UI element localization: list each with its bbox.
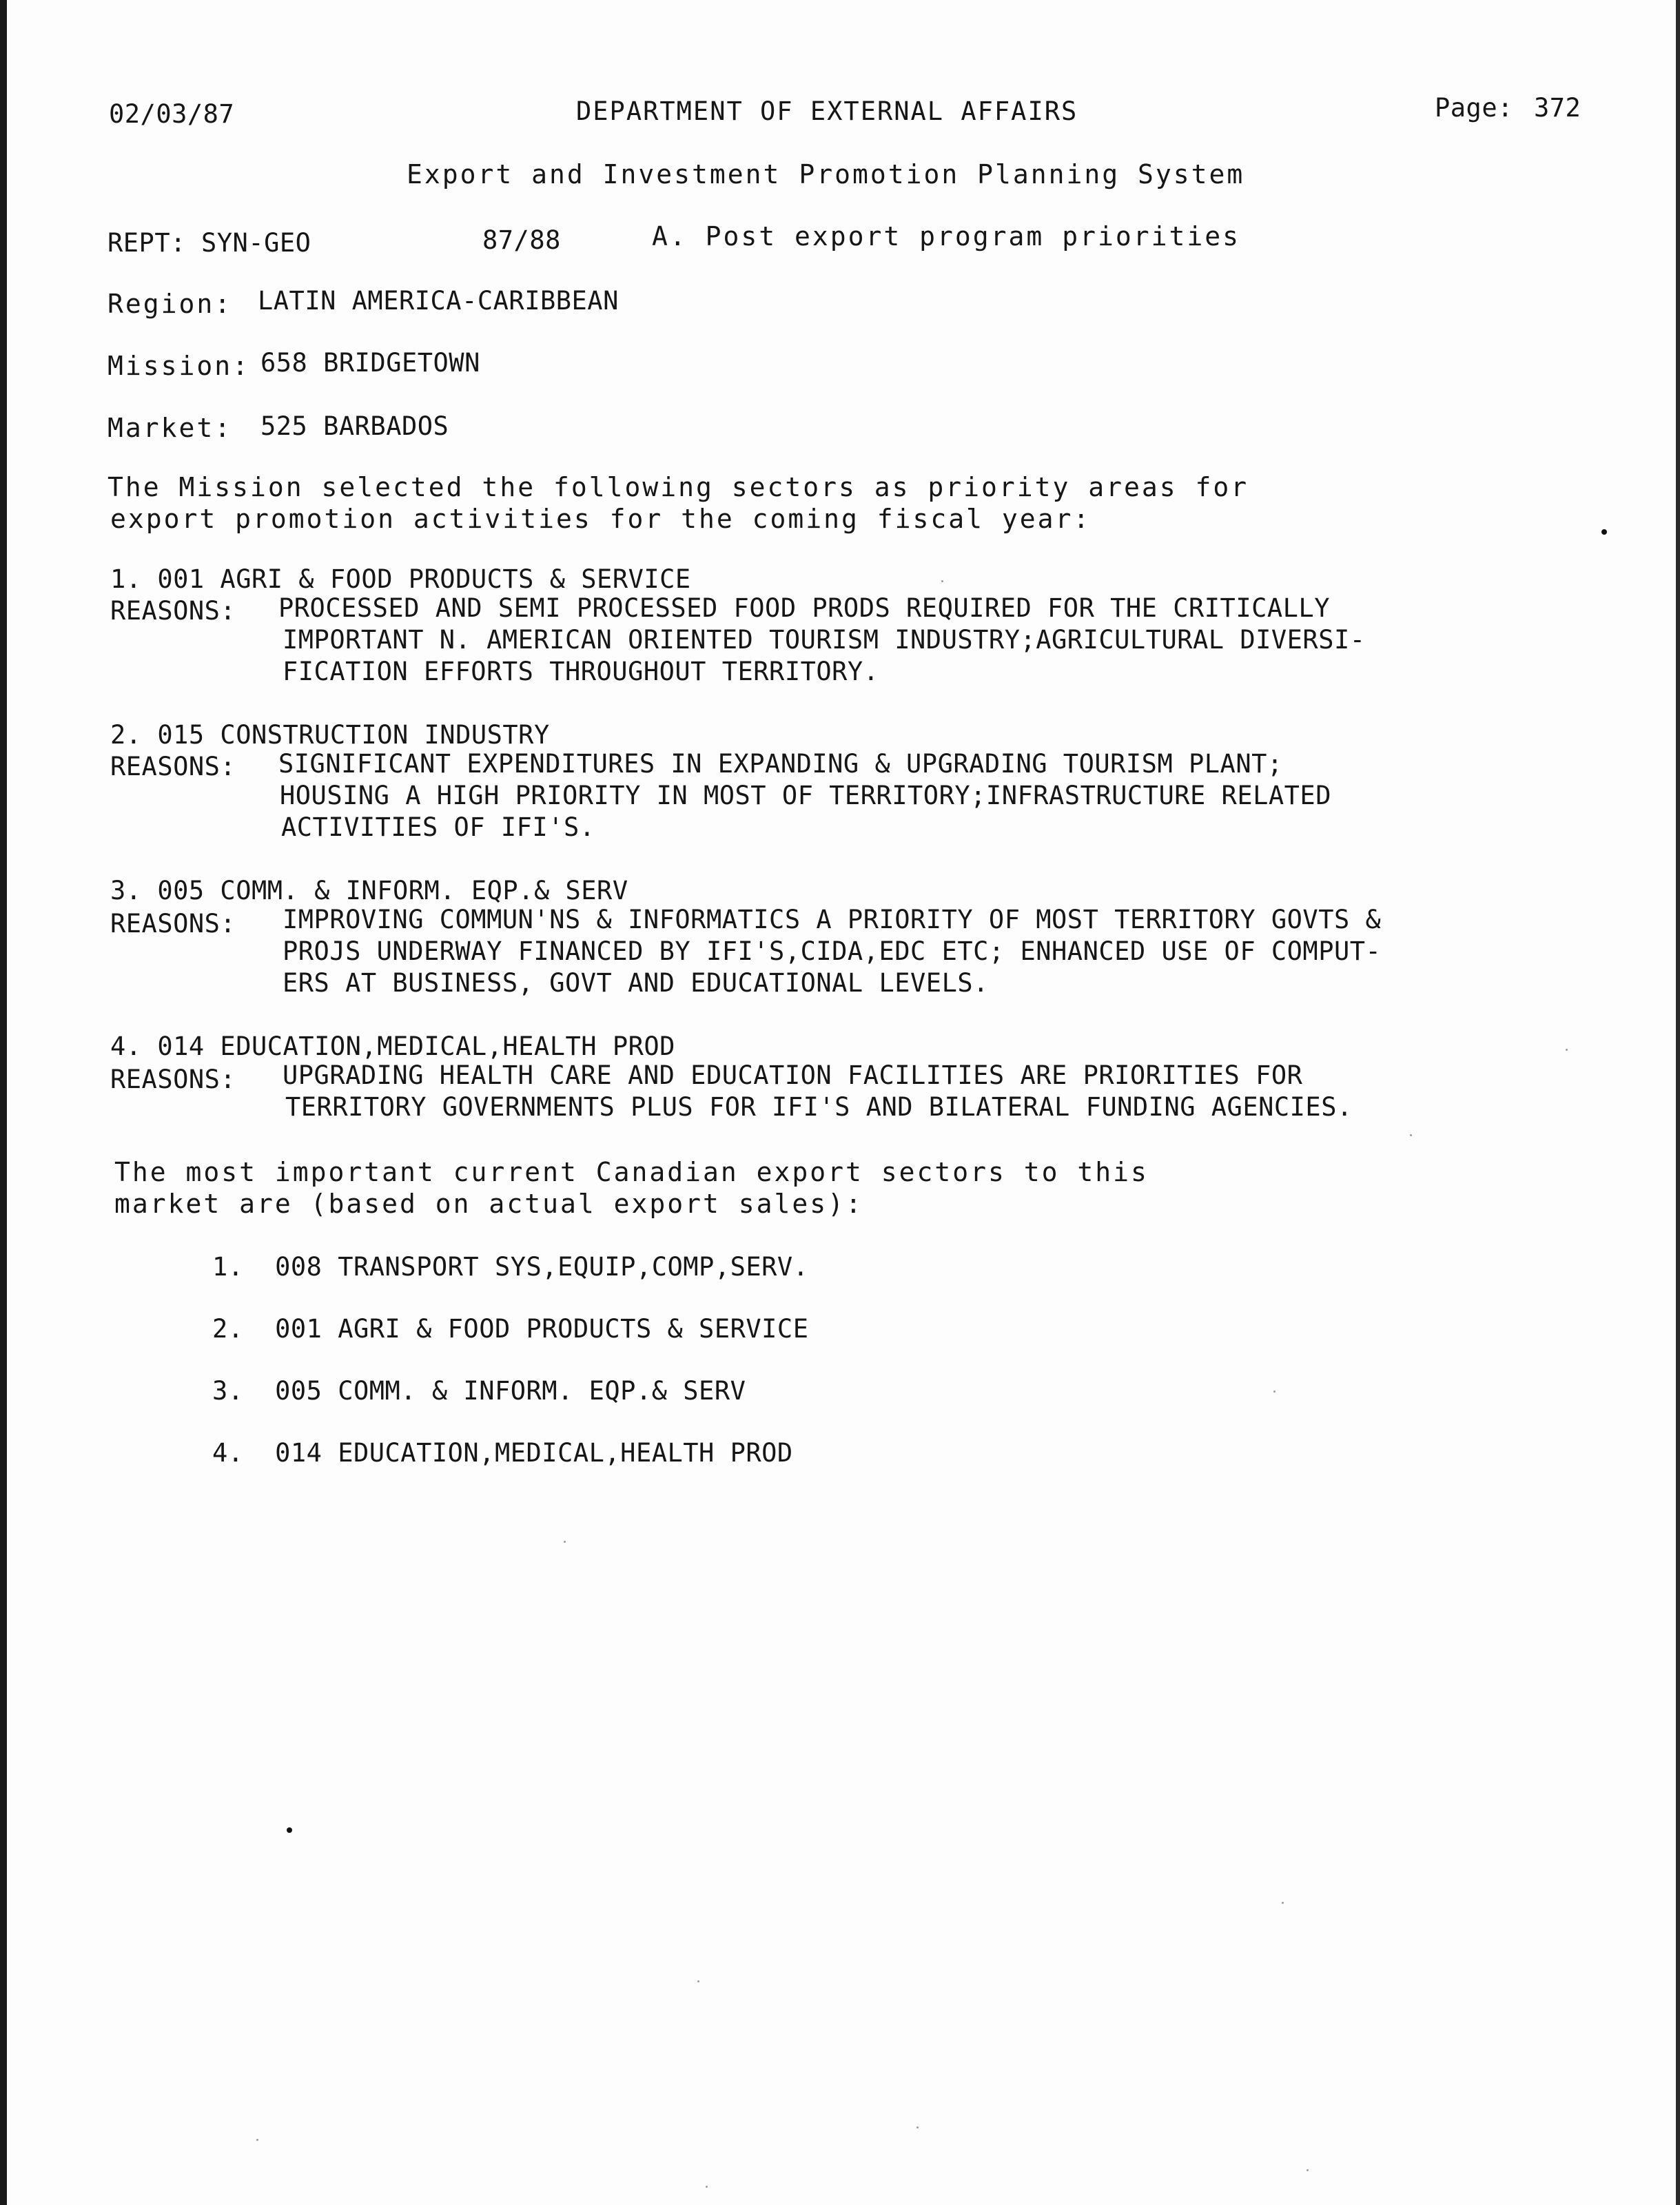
rept-code: SYN-GEO — [201, 228, 311, 258]
priority-2-reasons-label: REASONS: — [110, 752, 236, 781]
rept-label: REPT: — [107, 228, 186, 258]
priority-intro-line-2: export promotion activities for the coming fiscal year: — [110, 504, 1092, 534]
export-intro-line-2: market are (based on actual export sales): — [114, 1189, 863, 1219]
report-section: A. Post export program priorities — [652, 221, 1240, 252]
export-sector-3: 3. 005 COMM. & INFORM. EQP.& SERV — [212, 1376, 746, 1406]
page-label: Page: — [1435, 93, 1513, 123]
scan-speck — [287, 1827, 292, 1833]
export-sector-2: 2. 001 AGRI & FOOD PRODUCTS & SERVICE — [212, 1314, 809, 1344]
mission-label: Mission: — [107, 351, 251, 381]
page-number: 372 — [1534, 93, 1581, 123]
priority-3-reason-line-3: ERS AT BUSINESS, GOVT AND EDUCATIONAL LEVELS. — [283, 968, 989, 998]
priority-2-heading: 2. 015 CONSTRUCTION INDUSTRY — [110, 720, 550, 750]
priority-1-reason-line-1: PROCESSED AND SEMI PROCESSED FOOD PRODS REQUIRED FOR THE CRITICALLY — [278, 593, 1330, 623]
priority-2-reason-line-1: SIGNIFICANT EXPENDITURES IN EXPANDING & UPGRADING TOURISM PLANT; — [278, 749, 1283, 779]
priority-1-reason-line-2: IMPORTANT N. AMERICAN ORIENTED TOURISM INDUSTRY;AGRICULTURAL DIVERSI- — [283, 625, 1366, 655]
priority-4-reasons-label: REASONS: — [110, 1065, 236, 1094]
scan-speck — [1410, 1134, 1412, 1136]
export-sector-1: 1. 008 TRANSPORT SYS,EQUIP,COMP,SERV. — [212, 1252, 809, 1282]
priority-3-reason-line-2: PROJS UNDERWAY FINANCED BY IFI'S,CIDA,EDC ETC; ENHANCED USE OF COMPUT- — [283, 936, 1382, 966]
report-date: 02/03/87 — [109, 99, 235, 129]
market-label: Market: — [107, 413, 233, 443]
market-value: 525 BARBADOS — [260, 411, 449, 441]
scan-speck — [916, 2126, 919, 2129]
department-name: DEPARTMENT OF EXTERNAL AFFAIRS — [576, 96, 1078, 126]
priority-4-heading: 4. 014 EDUCATION,MEDICAL,HEALTH PROD — [110, 1032, 675, 1061]
fiscal-year: 87/88 — [482, 225, 561, 255]
scan-speck — [1307, 2169, 1309, 2171]
scan-speck — [697, 1980, 699, 1982]
priority-1-heading: 1. 001 AGRI & FOOD PRODUCTS & SERVICE — [110, 564, 691, 594]
region-value: LATIN AMERICA-CARIBBEAN — [258, 286, 619, 316]
scan-speck — [1282, 1902, 1284, 1904]
scan-edge-right — [1676, 0, 1680, 2205]
scan-speck — [1601, 529, 1607, 535]
priority-3-reasons-label: REASONS: — [110, 909, 236, 939]
scan-edge-left — [0, 0, 7, 2205]
priority-3-reason-line-1: IMPROVING COMMUN'NS & INFORMATICS A PRIORITY OF MOST TERRITORY GOVTS & — [283, 905, 1382, 934]
export-sector-4: 4. 014 EDUCATION,MEDICAL,HEALTH PROD — [212, 1438, 793, 1468]
mission-value: 658 BRIDGETOWN — [260, 348, 480, 378]
scan-speck — [564, 1541, 566, 1543]
scan-speck — [706, 2186, 708, 2188]
priority-2-reason-line-3: ACTIVITIES OF IFI'S. — [281, 812, 595, 842]
priority-intro-line-1: The Mission selected the following sectors as priority areas for — [107, 472, 1249, 502]
priority-4-reason-line-1: UPGRADING HEALTH CARE AND EDUCATION FACILITIES ARE PRIORITIES FOR — [283, 1060, 1303, 1090]
region-label: Region: — [107, 289, 233, 319]
scan-speck — [1566, 1049, 1568, 1051]
priority-4-reason-line-2: TERRITORY GOVERNMENTS PLUS FOR IFI'S AND BILATERAL FUNDING AGENCIES. — [285, 1092, 1353, 1122]
export-intro-line-1: The most important current Canadian export sectors to this — [114, 1157, 1149, 1187]
scan-speck — [941, 580, 943, 582]
priority-1-reason-line-3: FICATION EFFORTS THROUGHOUT TERRITORY. — [283, 657, 879, 686]
system-title: Export and Investment Promotion Planning System — [407, 159, 1245, 189]
scan-speck — [256, 2139, 258, 2141]
priority-1-reasons-label: REASONS: — [110, 596, 236, 626]
priority-2-reason-line-2: HOUSING A HIGH PRIORITY IN MOST OF TERRITORY;INFRASTRUCTURE RELATED — [280, 781, 1331, 810]
scan-speck — [1273, 1391, 1276, 1393]
priority-3-heading: 3. 005 COMM. & INFORM. EQP.& SERV — [110, 876, 628, 905]
